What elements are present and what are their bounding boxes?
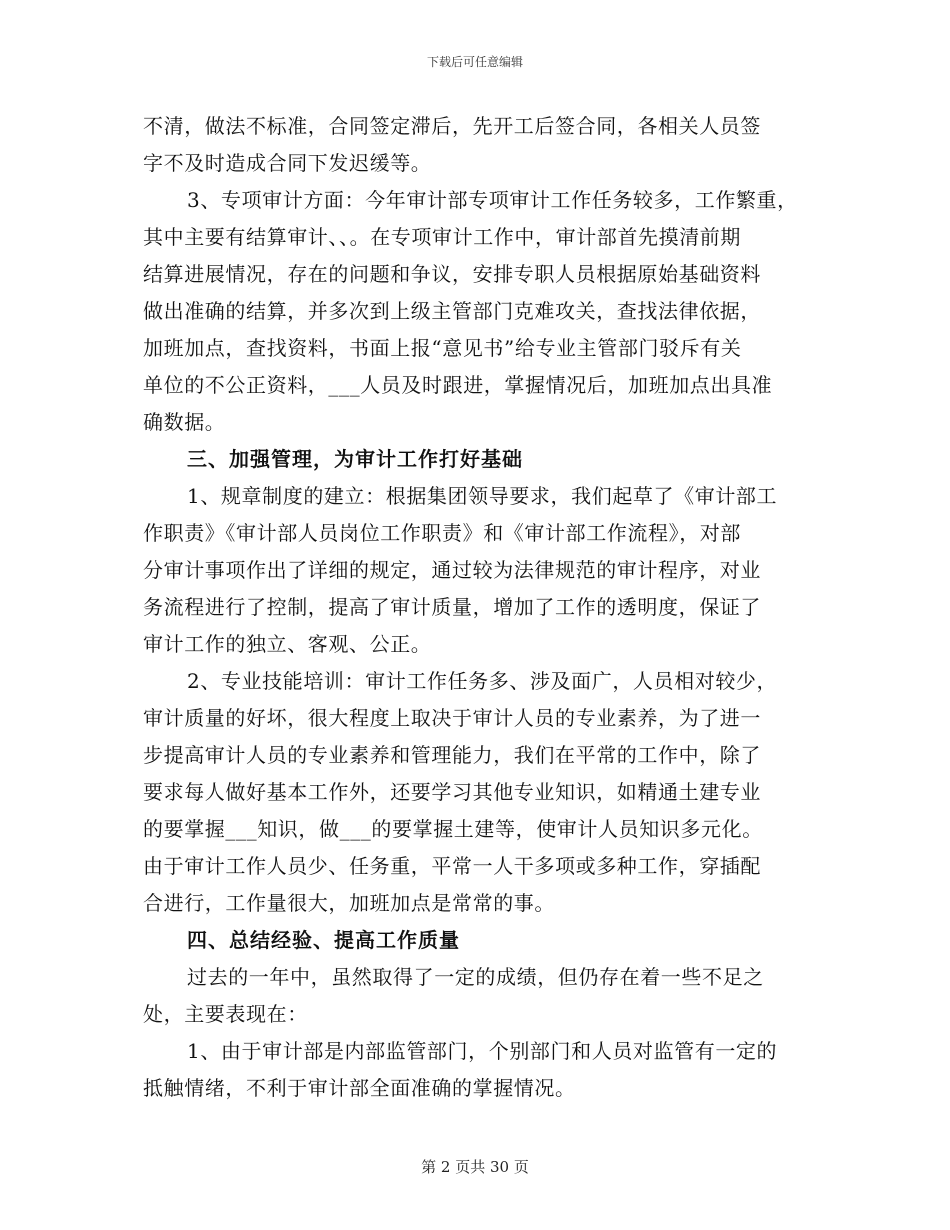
paragraph-line: 其中主要有结算审计、、。在专项审计工作中，审计部首先摸清前期 bbox=[143, 225, 741, 249]
paragraph-line: 分审计事项作出了详细的规定，通过较为法律规范的审计程序，对业 bbox=[143, 558, 761, 582]
page-footer: 第 2 页共 30 页 bbox=[421, 1158, 529, 1176]
paragraph-line: 单位的不公正资料，___人员及时跟进，掌握情况后，加班加点出具准 bbox=[143, 373, 773, 397]
document-body bbox=[143, 108, 823, 1107]
paragraph-line: 作职责》《审计部人员岗位工作职责》和《审计部工作流程》，对部 bbox=[143, 521, 741, 545]
paragraph-line: 务流程进行了控制，提高了审计质量，增加了工作的透明度，保证了 bbox=[143, 595, 761, 619]
paragraph-line: 确数据。 bbox=[143, 410, 226, 434]
paragraph-line: 步提高审计人员的专业素养和管理能力，我们在平常的工作中，除了 bbox=[143, 743, 761, 767]
page-header: 下载后可任意编辑 bbox=[426, 55, 523, 69]
paragraph-line: 不清，做法不标准，合同签定滞后，先开工后签合同，各相关人员签 bbox=[143, 114, 761, 138]
paragraph-line: 加班加点，查找资料，书面上报“意见书”给专业主管部门驳斥有关 bbox=[143, 336, 742, 360]
paragraph-line: 做出准确的结算，并多次到上级主管部门克难攻关，查找法律依据， bbox=[143, 299, 761, 323]
paragraph-line: 审计工作的独立、客观、公正。 bbox=[143, 632, 432, 656]
paragraph-line: 合进行，工作量很大，加班加点是常常的事。 bbox=[143, 891, 555, 915]
section-heading: 三、加强管理，为审计工作打好基础 bbox=[187, 447, 523, 471]
paragraph-line: 字不及时造成合同下发迟缓等。 bbox=[143, 151, 432, 175]
paragraph-line: 1、由于审计部是内部监管部门，个别部门和人员对监管有一定的 bbox=[187, 1039, 778, 1063]
paragraph-line: 2、专业技能培训：审计工作任务多、涉及面广，人员相对较少， bbox=[187, 669, 778, 693]
paragraph-line: 处，主要表现在： bbox=[143, 1002, 308, 1026]
paragraph-line: 结算进展情况，存在的问题和争议，安排专职人员根据原始基础资料 bbox=[143, 262, 761, 286]
section-heading: 四、总结经验、提高工作质量 bbox=[187, 928, 460, 952]
paragraph-line: 的要掌握___知识，做___的要掌握土建等，使审计人员知识多元化。 bbox=[143, 817, 763, 841]
paragraph-line: 由于审计工作人员少、任务重，平常一人干多项或多种工作，穿插配 bbox=[143, 854, 761, 878]
paragraph-line: 3、专项审计方面：今年审计部专项审计工作任务较多，工作繁重， bbox=[187, 188, 798, 212]
paragraph-line: 过去的一年中，虽然取得了一定的成绩，但仍存在着一些不足之 bbox=[187, 965, 764, 989]
paragraph-line: 要求每人做好基本工作外，还要学习其他专业知识，如精通土建专业 bbox=[143, 780, 761, 804]
paragraph-line: 1、规章制度的建立：根据集团领导要求，我们起草了《审计部工 bbox=[187, 484, 778, 508]
paragraph-line: 审计质量的好坏，很大程度上取决于审计人员的专业素养，为了进一 bbox=[143, 706, 761, 730]
paragraph-line: 抵触情绪，不利于审计部全面准确的掌握情况。 bbox=[143, 1076, 576, 1100]
